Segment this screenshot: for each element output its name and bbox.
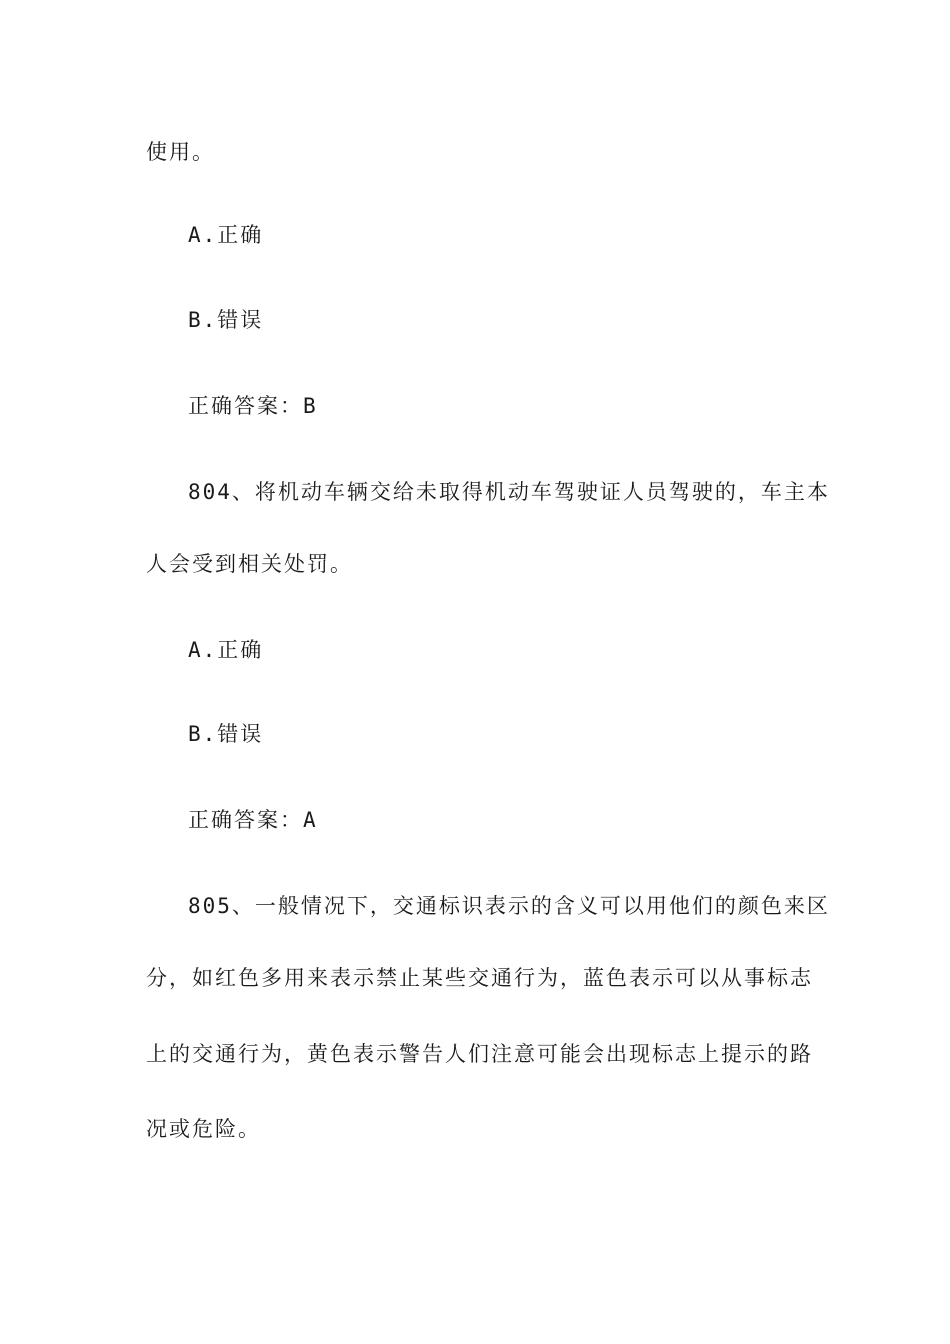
question-803-answer: 正确答案：B xyxy=(188,394,318,418)
question-804-answer: 正确答案：A xyxy=(188,808,318,832)
question-803-continuation: 使用。 xyxy=(146,140,215,164)
question-803-option-b: B.错误 xyxy=(188,308,264,332)
question-804-text-line-2: 人会受到相关处罚。 xyxy=(146,552,353,576)
question-805-text-line-2: 分，如红色多用来表示禁止某些交通行为，蓝色表示可以从事标志 xyxy=(146,966,813,990)
question-804-option-b: B.错误 xyxy=(188,722,264,746)
question-805-text-line-3: 上的交通行为，黄色表示警告人们注意可能会出现标志上提示的路 xyxy=(146,1042,813,1066)
question-803-option-a: A.正确 xyxy=(188,223,264,247)
question-805-text-line-1: 805、一般情况下，交通标识表示的含义可以用他们的颜色来区 xyxy=(188,894,830,918)
question-804-text-line-1: 804、将机动车辆交给未取得机动车驾驶证人员驾驶的，车主本 xyxy=(188,480,830,504)
question-804-option-a: A.正确 xyxy=(188,638,264,662)
question-805-text-line-4: 况或危险。 xyxy=(146,1117,261,1141)
